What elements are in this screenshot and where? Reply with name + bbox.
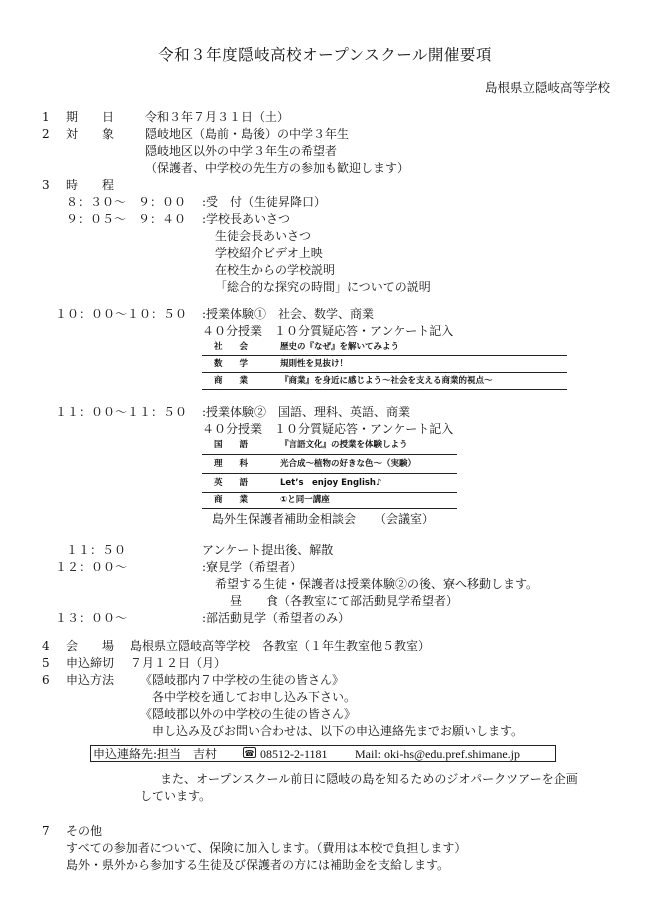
phone-icon: ☎	[244, 749, 255, 758]
schedule-text: 生徒会長あいさつ	[215, 229, 312, 243]
session1-header: :授業体験① 社会、数学、商業	[202, 307, 375, 321]
method-line: 各中学校を通してお申し込み下さい。	[152, 690, 357, 704]
schedule-text: 「総合的な探究の時間」についての説明	[215, 280, 431, 294]
contact-phone: 08512-2-1181	[260, 747, 328, 761]
session1-topic: 歴史の『なぜ』を解いてみよう	[280, 342, 400, 352]
item5-number: 5	[42, 656, 50, 670]
target-line: 隠岐地区以外の中学３年生の希望者	[145, 144, 338, 158]
schedule-text: アンケート提出後、解散	[202, 543, 334, 557]
geopark-line: また、オープンスクール前日に隠岐の島を知るためのジオパークツアーを企画	[160, 772, 578, 786]
method-line: 《隠岐郡内７中学校の生徒の皆さん》	[140, 673, 345, 687]
other-line: 島外・県外から参加する生徒及び保護者の方には補助金を支給します。	[66, 858, 450, 872]
schedule-time: １２：００～	[55, 560, 128, 574]
session1-subject: 商 業	[214, 376, 249, 386]
session1-topic: 『商業』を身近に感じよう～社会を支える商業的視点～	[280, 376, 493, 386]
session2-time: １１：００～１１：５０	[55, 405, 188, 419]
session2-detail: ４０分授業 １０分質疑応答・アンケート記入	[202, 422, 454, 436]
session2-subject: 国 語	[214, 440, 249, 450]
schedule-time: １３：００～	[55, 611, 128, 625]
session2-header: :授業体験② 国語、理科、英語、商業	[202, 405, 411, 419]
method-line: 《隠岐郡以外の中学校の生徒の皆さん》	[140, 707, 357, 721]
session1-topic: 規則性を見抜け！	[280, 359, 349, 369]
session2-subject: 英 語	[214, 478, 249, 488]
other-line: すべての参加者について、保険に加入します。（費用は本校で負担します）	[66, 841, 467, 855]
item2-label: 対 象	[66, 127, 115, 141]
item1-date: 令和３年７月３１日（土）	[145, 110, 290, 124]
schedule-text: 昼 食（各教室にて部活動見学希望者）	[230, 594, 459, 608]
session1-time: １０：００～１０：５０	[55, 307, 188, 321]
session2-note: 島外生保護者補助金相談会 （会議室）	[212, 512, 435, 526]
session2-subject: 商 業	[214, 495, 249, 505]
schedule-time: ８：３０～ ９：００	[66, 195, 187, 209]
schedule-text: :学校長あいさつ	[202, 212, 291, 226]
divider	[202, 508, 457, 509]
divider	[202, 492, 457, 493]
contact-mail[interactable]: Mail: oki-hs@edu.pref.shimane.jp	[355, 747, 521, 761]
page-title: 令和３年度隠岐高校オープンスクール開催要項	[158, 46, 492, 64]
schedule-time: １１：５０	[66, 543, 127, 557]
session1-detail: ４０分授業 １０分質疑応答・アンケート記入	[202, 324, 454, 338]
schedule-text: :受 付（生徒昇降口）	[202, 195, 327, 209]
session2-topic: 光合成～植物の好きな色～（実験）	[280, 459, 417, 469]
schedule-text: 在校生からの学校説明	[215, 263, 336, 277]
schedule-time: ９：０５～ ９：４０	[66, 212, 187, 226]
divider	[202, 473, 457, 474]
contact-label: 申込連絡先:担当 吉村	[93, 747, 218, 761]
session1-subject: 社 会	[214, 342, 249, 352]
item5-label: 申込締切	[66, 656, 115, 670]
item2-number: 2	[42, 127, 50, 141]
session2-subject: 理 科	[214, 459, 249, 469]
venue: 島根県立隠岐高等学校 各教室（１年生教室他５教室）	[130, 639, 431, 653]
divider	[202, 355, 567, 356]
deadline: ７月１２日（月）	[130, 656, 227, 670]
item6-number: 6	[42, 673, 50, 687]
schedule-text: :部活動見学（希望者のみ）	[202, 611, 351, 625]
item6-label: 申込方法	[66, 673, 115, 687]
item1-number: 1	[42, 110, 50, 124]
item1-label: 期 日	[66, 110, 115, 124]
target-line: 隠岐地区（島前・島後）の中学３年生	[145, 127, 350, 141]
session2-topic: 『言語文化』の授業を体験しよう	[280, 440, 408, 450]
schedule-text: :寮見学（希望者）	[202, 560, 303, 574]
item3-label: 時 程	[66, 178, 115, 192]
session1-subject: 数 学	[214, 359, 249, 369]
school-name: 島根県立隠岐高等学校	[484, 80, 610, 95]
item7-label: その他	[66, 824, 103, 838]
target-line: （保護者、中学校の先生方の参加も歓迎します）	[145, 161, 410, 175]
divider	[202, 372, 567, 373]
schedule-text: 希望する生徒・保護者は授業体験②の後、寮へ移動します。	[215, 577, 539, 591]
geopark-line: しています。	[140, 789, 212, 803]
divider	[202, 454, 457, 455]
session2-topic: Let’s enjoy English♪	[280, 478, 382, 488]
item4-number: 4	[42, 639, 50, 653]
item7-number: 7	[42, 824, 50, 838]
item4-label: 会 場	[66, 639, 115, 653]
item3-number: 3	[42, 178, 50, 192]
method-line: 申し込み及びお問い合わせは、以下の申込連絡先までお願いします。	[152, 724, 524, 738]
schedule-text: 学校紹介ビデオ上映	[215, 246, 323, 260]
divider	[202, 389, 567, 390]
session2-topic: ①と同一講座	[280, 495, 330, 505]
